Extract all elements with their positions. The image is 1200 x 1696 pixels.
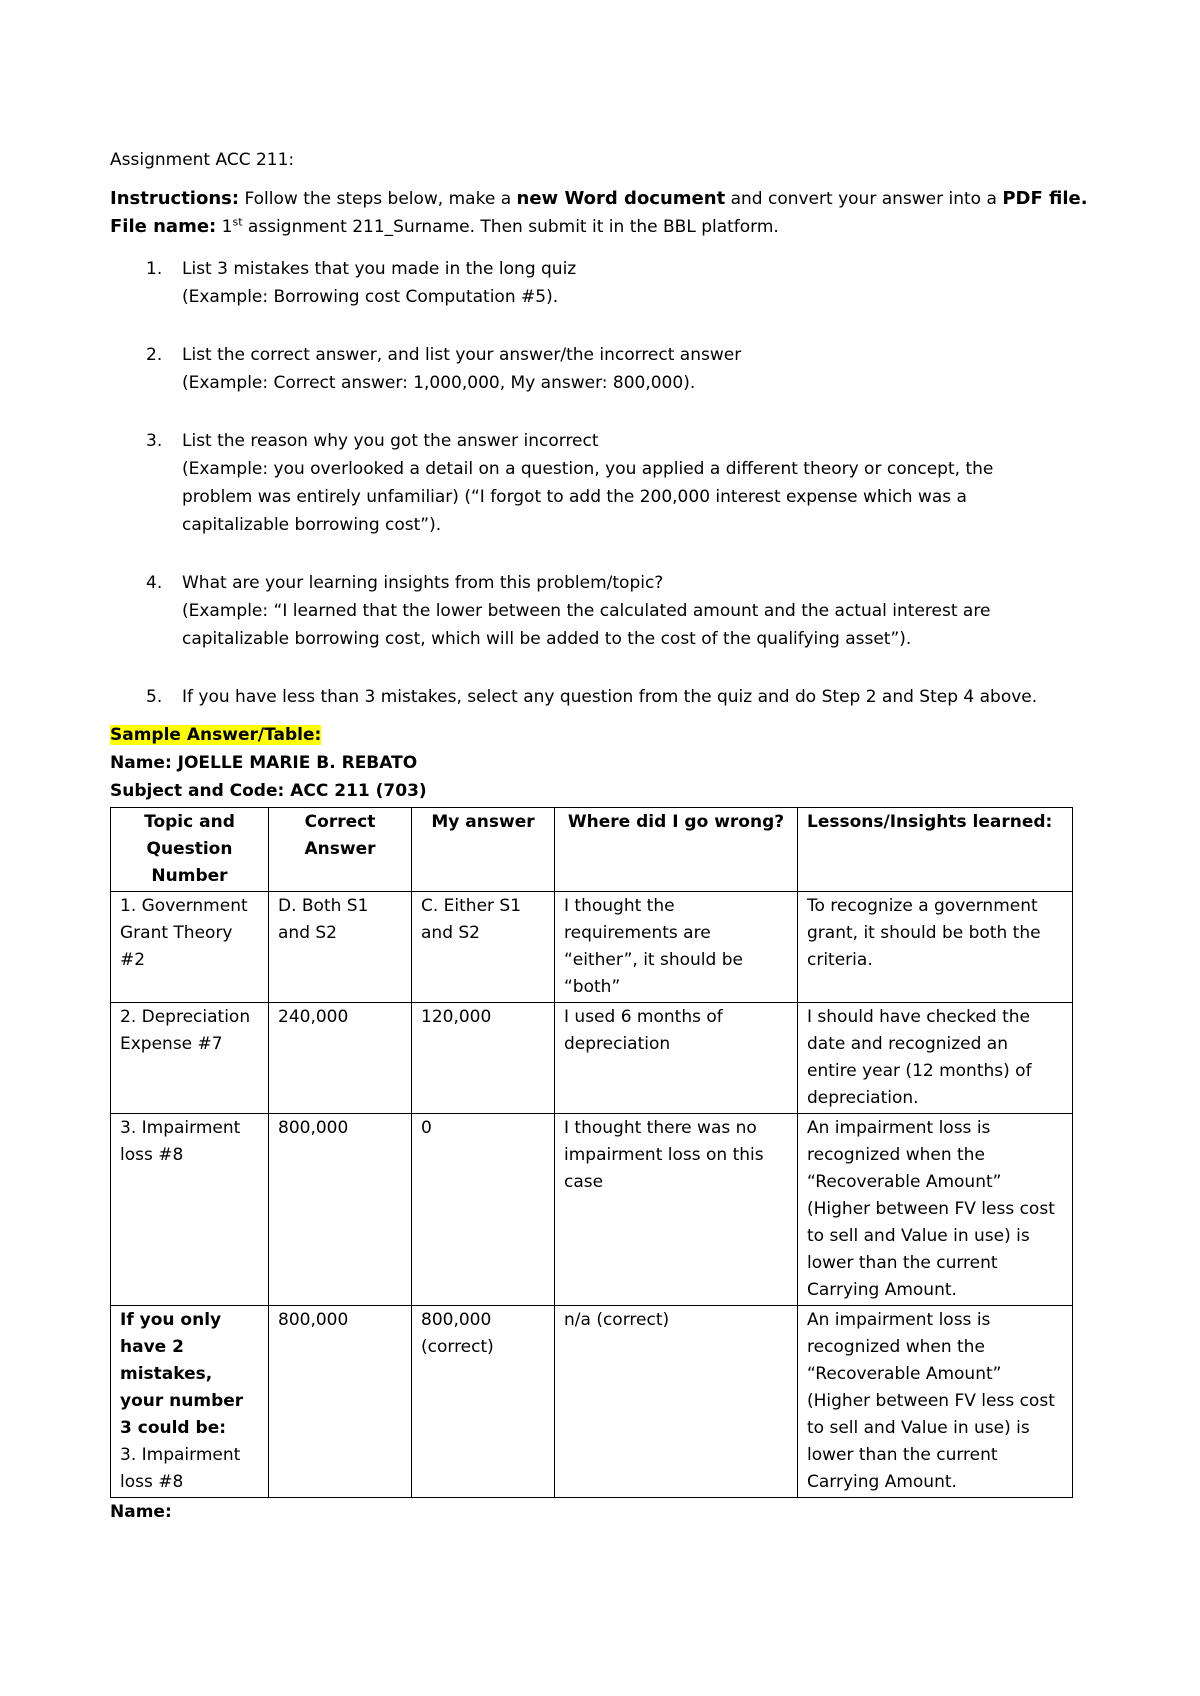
step-line: List the reason why you got the answer incorrect bbox=[182, 431, 599, 451]
cell-where-wrong: I used 6 months of depreciation bbox=[555, 1003, 798, 1114]
step-item bbox=[110, 341, 1100, 397]
step-line: capitalizable borrowing cost, which will be added to the cost of the qualifying asset”). bbox=[182, 629, 912, 649]
cell-lesson: To recognize a government grant, it should be both the criteria. bbox=[798, 892, 1073, 1003]
cell-topic: 2. Depreciation Expense #7 bbox=[111, 1003, 269, 1114]
step-line: If you have less than 3 mistakes, select any question from the quiz and do Step 2 and Step 4 above. bbox=[182, 687, 1038, 707]
step-item bbox=[110, 255, 1100, 311]
instructions-line bbox=[110, 185, 1100, 213]
table-row bbox=[111, 1114, 1073, 1306]
pdf-file-text: PDF file. bbox=[1002, 188, 1088, 209]
instructions-text-2: and convert your answer into a bbox=[725, 189, 1003, 209]
step-number: 4. bbox=[146, 573, 163, 593]
cell-my-answer: C. Either S1 and S2 bbox=[412, 892, 555, 1003]
cell-my-answer: 0 bbox=[412, 1114, 555, 1306]
step-item bbox=[110, 427, 1100, 539]
cell-lesson: I should have checked the date and recognized an entire year (12 months) of depreciation. bbox=[798, 1003, 1073, 1114]
file-name-label: File name: bbox=[110, 216, 217, 237]
file-name-pre: 1 bbox=[216, 217, 233, 237]
step-item bbox=[110, 683, 1100, 711]
cell-where-wrong: I thought the requirements are “either”, it should be “both” bbox=[555, 892, 798, 1003]
cell-topic-text: 3. Impairment loss #8 bbox=[120, 1445, 241, 1492]
step-line: List 3 mistakes that you made in the long quiz bbox=[182, 259, 577, 279]
file-name-line bbox=[110, 213, 1100, 241]
step-line: problem was entirely unfamiliar) (“I forgot to add the 200,000 interest expense which was a bbox=[182, 487, 967, 507]
new-word-document-text: new Word document bbox=[516, 188, 726, 209]
assignment-title: Assignment ACC 211: bbox=[110, 150, 295, 170]
sample-name: Name: JOELLE MARIE B. REBATO bbox=[110, 753, 418, 773]
table-header-row bbox=[111, 808, 1073, 892]
footer-name-label: Name: bbox=[110, 1502, 172, 1522]
step-line: capitalizable borrowing cost”). bbox=[182, 515, 442, 535]
cell-correct-answer: 800,000 bbox=[269, 1114, 412, 1306]
cell-topic: 3. Impairment loss #8 bbox=[111, 1114, 269, 1306]
cell-where-wrong: I thought there was no impairment loss on this case bbox=[555, 1114, 798, 1306]
cell-lesson: An impairment loss is recognized when the “Recoverable Amount” (Higher between FV less cost to sell and Value in use) is lower than the current Carrying Amount. bbox=[798, 1306, 1073, 1498]
cell-topic-note: If you only have 2 mistakes, your number 3 could be: bbox=[120, 1310, 244, 1438]
document-content bbox=[110, 146, 1100, 1526]
header-lessons: Lessons/Insights learned: bbox=[798, 808, 1073, 892]
sample-subject: Subject and Code: ACC 211 (703) bbox=[110, 781, 427, 801]
cell-correct-answer: 240,000 bbox=[269, 1003, 412, 1114]
file-name-post: assignment 211_Surname. Then submit it in the BBL platform. bbox=[242, 217, 779, 237]
cell-where-wrong: n/a (correct) bbox=[555, 1306, 798, 1498]
step-line: (Example: “I learned that the lower between the calculated amount and the actual interest are bbox=[182, 601, 991, 621]
cell-topic bbox=[111, 1306, 269, 1498]
sample-heading: Sample Answer/Table: bbox=[110, 725, 322, 745]
step-number: 3. bbox=[146, 431, 163, 451]
cell-my-answer: 800,000 (correct) bbox=[412, 1306, 555, 1498]
sample-heading-line bbox=[110, 721, 1100, 749]
step-item bbox=[110, 569, 1100, 653]
cell-lesson: An impairment loss is recognized when the “Recoverable Amount” (Higher between FV less cost to sell and Value in use) is lower than the current Carrying Amount. bbox=[798, 1114, 1073, 1306]
instructions-label: Instructions: bbox=[110, 188, 240, 209]
cell-correct-answer: D. Both S1 and S2 bbox=[269, 892, 412, 1003]
header-my-answer: My answer bbox=[412, 808, 555, 892]
cell-correct-answer: 800,000 bbox=[269, 1306, 412, 1498]
instructions-text-1: Follow the steps below, make a bbox=[239, 189, 517, 209]
step-line: (Example: Borrowing cost Computation #5). bbox=[182, 287, 559, 307]
header-where-wrong: Where did I go wrong? bbox=[555, 808, 798, 892]
step-number: 5. bbox=[146, 687, 163, 707]
step-line: (Example: you overlooked a detail on a question, you applied a different theory or concept, the bbox=[182, 459, 994, 479]
file-name-superscript: st bbox=[232, 215, 243, 229]
steps-list bbox=[110, 255, 1100, 711]
table-row bbox=[111, 1306, 1073, 1498]
step-line: List the correct answer, and list your answer/the incorrect answer bbox=[182, 345, 742, 365]
header-correct-answer: Correct Answer bbox=[269, 808, 412, 892]
cell-my-answer: 120,000 bbox=[412, 1003, 555, 1114]
step-number: 2. bbox=[146, 345, 163, 365]
table-row bbox=[111, 1003, 1073, 1114]
step-line: (Example: Correct answer: 1,000,000, My answer: 800,000). bbox=[182, 373, 696, 393]
step-number: 1. bbox=[146, 259, 163, 279]
answers-table bbox=[110, 807, 1073, 1498]
header-topic: Topic and Question Number bbox=[111, 808, 269, 892]
step-line: What are your learning insights from this problem/topic? bbox=[182, 573, 664, 593]
table-row bbox=[111, 892, 1073, 1003]
cell-topic: 1. Government Grant Theory #2 bbox=[111, 892, 269, 1003]
